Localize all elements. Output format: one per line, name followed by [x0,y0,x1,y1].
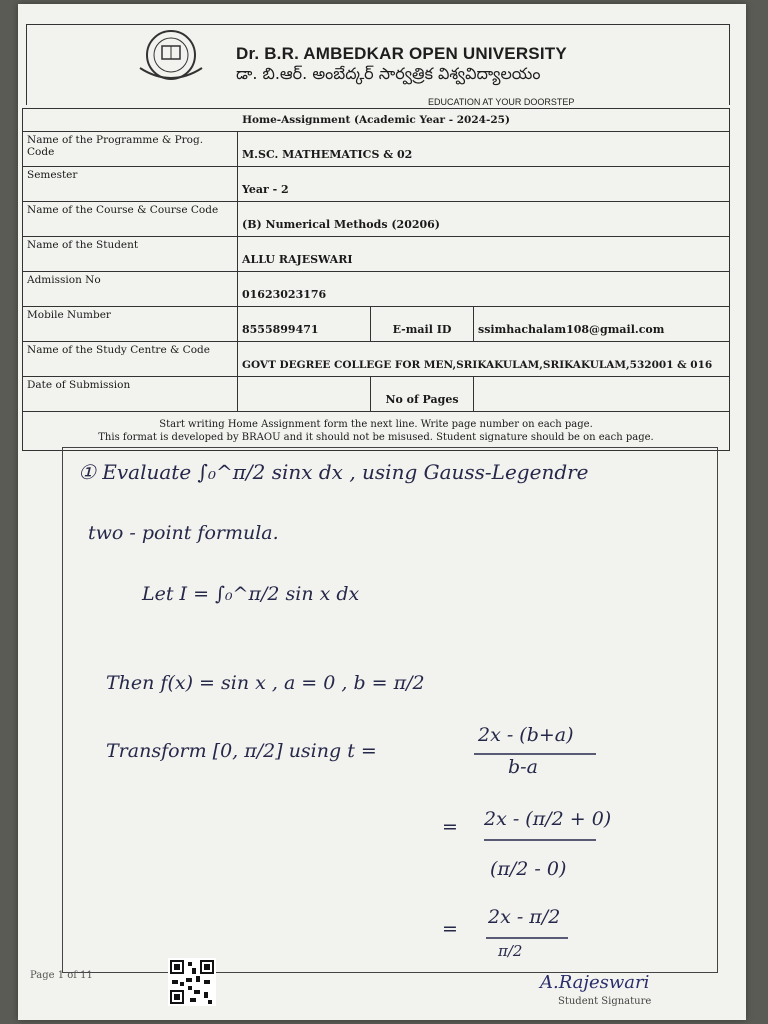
fraction-3-denominator: π/2 [498,942,523,960]
fraction-2-bar [484,838,598,842]
question-line-2: two - point formula. [88,522,279,544]
date-of-submission-value [238,377,371,412]
student-name-label: Name of the Student [23,237,238,272]
admission-no-label: Admission No [23,272,238,307]
signature-label: Student Signature [558,996,652,1007]
university-tagline: EDUCATION AT YOUR DOORSTEP [428,97,575,107]
fraction-1-denominator: b-a [508,756,538,778]
transform-line: Transform [0, π/2] using t = [106,740,377,762]
programme-value: M.SC. MATHEMATICS & 02 [238,132,730,167]
mobile-value: 8555899471 [238,307,371,342]
university-name-telugu: డా. బి.ఆర్. అంబేద్కర్ సార్వత్రిక విశ్వవిద్యాలయం [236,64,541,83]
course-label: Name of the Course & Course Code [23,202,238,237]
no-of-pages-value [474,377,730,412]
fraction-1-numerator: 2x - (b+a) [478,724,574,746]
question-line: ① Evaluate ∫₀^π/2 sinx dx , using Gauss-Legendre [78,460,589,484]
student-name-value: ALLU RAJESWARI [238,237,730,272]
no-of-pages-label: No of Pages [371,377,474,412]
study-centre-label: Name of the Study Centre & Code [23,342,238,377]
email-value: ssimhachalam108@gmail.com [474,307,730,342]
qr-code-icon [168,958,216,1006]
mobile-label: Mobile Number [23,307,238,342]
fraction-2-numerator: 2x - (π/2 + 0) [484,808,612,830]
student-signature: A.Rajeswari [540,972,650,993]
then-line: Then f(x) = sin x , a = 0 , b = π/2 [106,672,425,694]
study-centre-value: GOVT DEGREE COLLEGE FOR MEN,SRIKAKULAM,SRIKAKULAM,532001 & 016 [238,342,730,377]
assignment-form-table [22,108,730,451]
email-label: E-mail ID [371,307,474,342]
equals-sign-1: = [442,816,458,838]
fraction-2-denominator: (π/2 - 0) [490,858,567,880]
programme-label: Name of the Programme & Prog. Code [23,132,238,167]
fraction-3-numerator: 2x - π/2 [488,906,561,928]
form-instructions [23,412,730,451]
course-value: (B) Numerical Methods (20206) [238,202,730,237]
instruction-line-1: Start writing Home Assignment form the next line. Write page number on each page. [159,419,593,430]
instruction-line-2: This format is developed by BRAOU and it should not be misused. Student signature should be on each page. [98,432,654,443]
semester-value: Year - 2 [238,167,730,202]
university-name-english: Dr. B.R. AMBEDKAR OPEN UNIVERSITY [236,44,567,63]
let-integral-line: Let I = ∫₀^π/2 sin x dx [142,583,360,605]
date-of-submission-label: Date of Submission [23,377,238,412]
fraction-3-bar [486,936,570,940]
form-title: Home-Assignment (Academic Year - 2024-25) [23,109,730,132]
admission-no-value: 01623023176 [238,272,730,307]
university-logo [136,28,206,86]
equals-sign-2: = [442,918,458,940]
semester-label: Semester [23,167,238,202]
page-number: Page 1 of 11 [30,970,93,981]
